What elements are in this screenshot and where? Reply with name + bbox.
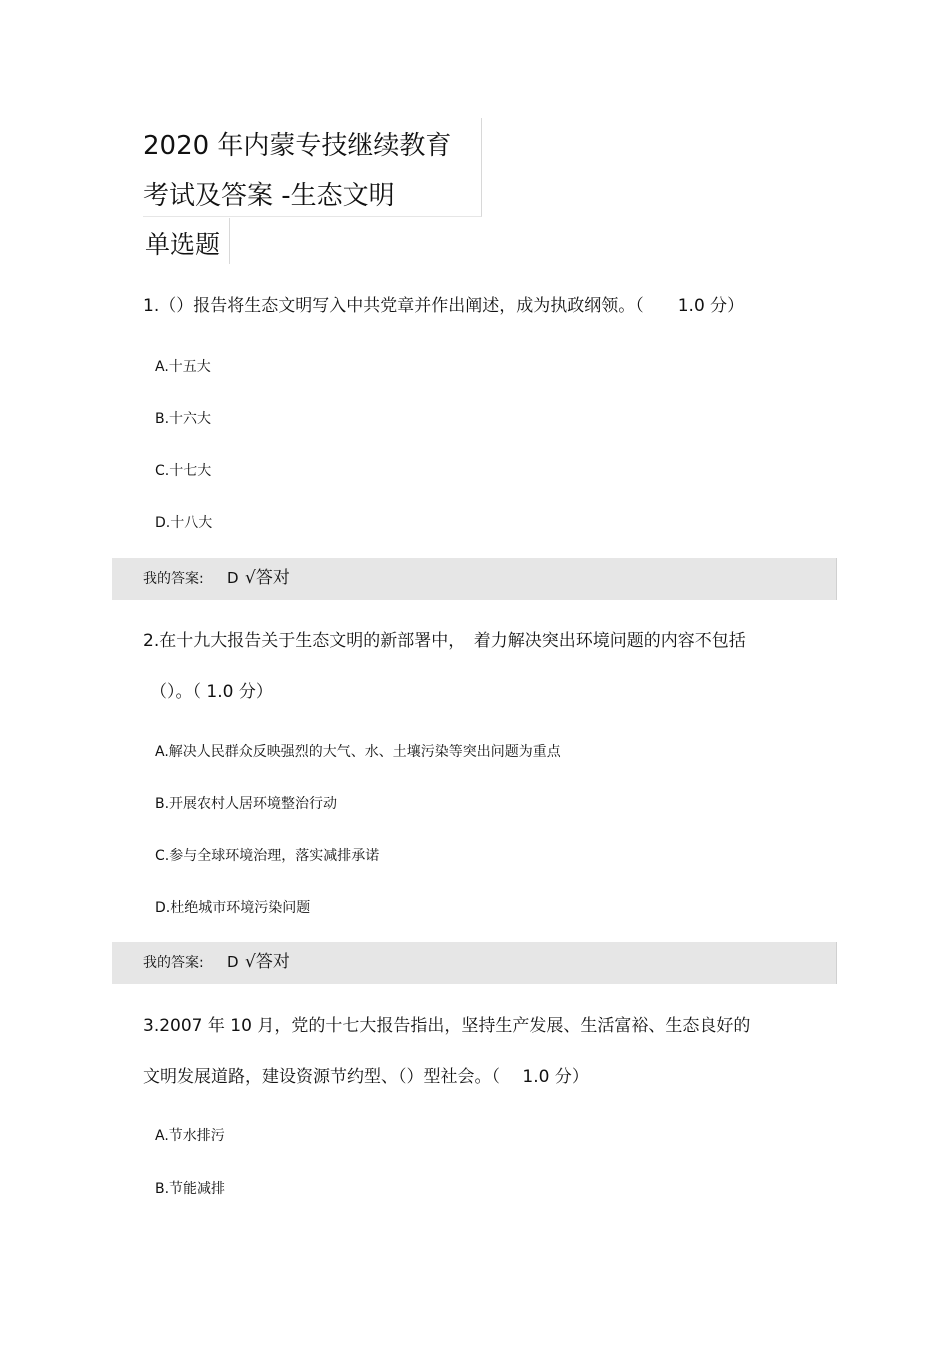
question-2-text-line-1: 2.在十九大报告关于生态文明的新部署中， 着力解决突出环境问题的内容不包括 [143,631,746,651]
answer-result: √答对 [245,952,290,972]
answer-label: 我的答案: [143,955,204,971]
question-2-option-c: C.参与全球环境治理，落实减排承诺 [155,848,380,864]
question-1-option-d: D.十八大 [155,515,213,531]
answer-result: √答对 [245,568,290,588]
question-2-option-d: D.杜绝城市环境污染问题 [155,900,311,916]
answer-bar-2 [112,942,837,984]
question-3-option-a: A.节水排污 [155,1128,225,1144]
document-title-line-2: 考试及答案 -生态文明 [143,181,395,211]
answer-choice: D [227,953,239,971]
question-2-option-b: B.开展农村人居环境整治行动 [155,796,338,812]
question-1-text: 1.（）报告将生态文明写入中共党章并作出阐述，成为执政纲领。（ 1.0 分） [143,296,745,316]
question-3-text-line-1: 3.2007 年 10 月，党的十七大报告指出，坚持生产发展、生活富裕、生态良好的 [143,1016,751,1036]
question-2-text-line-2: （）。（ 1.0 分） [150,682,273,702]
answer-label: 我的答案: [143,571,204,587]
question-1-option-b: B.十六大 [155,411,212,427]
question-1-option-c: C.十七大 [155,463,212,479]
answer-bar-1 [112,558,837,600]
question-2-option-a: A.解决人民群众反映强烈的大气、水、土壤污染等突出问题为重点 [155,744,561,760]
section-title: 单选题 [145,230,221,259]
question-3-text-line-2: 文明发展道路，建设资源节约型、（）型社会。（ 1.0 分） [143,1067,589,1087]
question-1-option-a: A.十五大 [155,359,211,375]
document-title-line-1: 2020 年内蒙专技继续教育 [143,131,452,161]
question-3-option-b: B.节能减排 [155,1181,226,1197]
answer-choice: D [227,569,239,587]
